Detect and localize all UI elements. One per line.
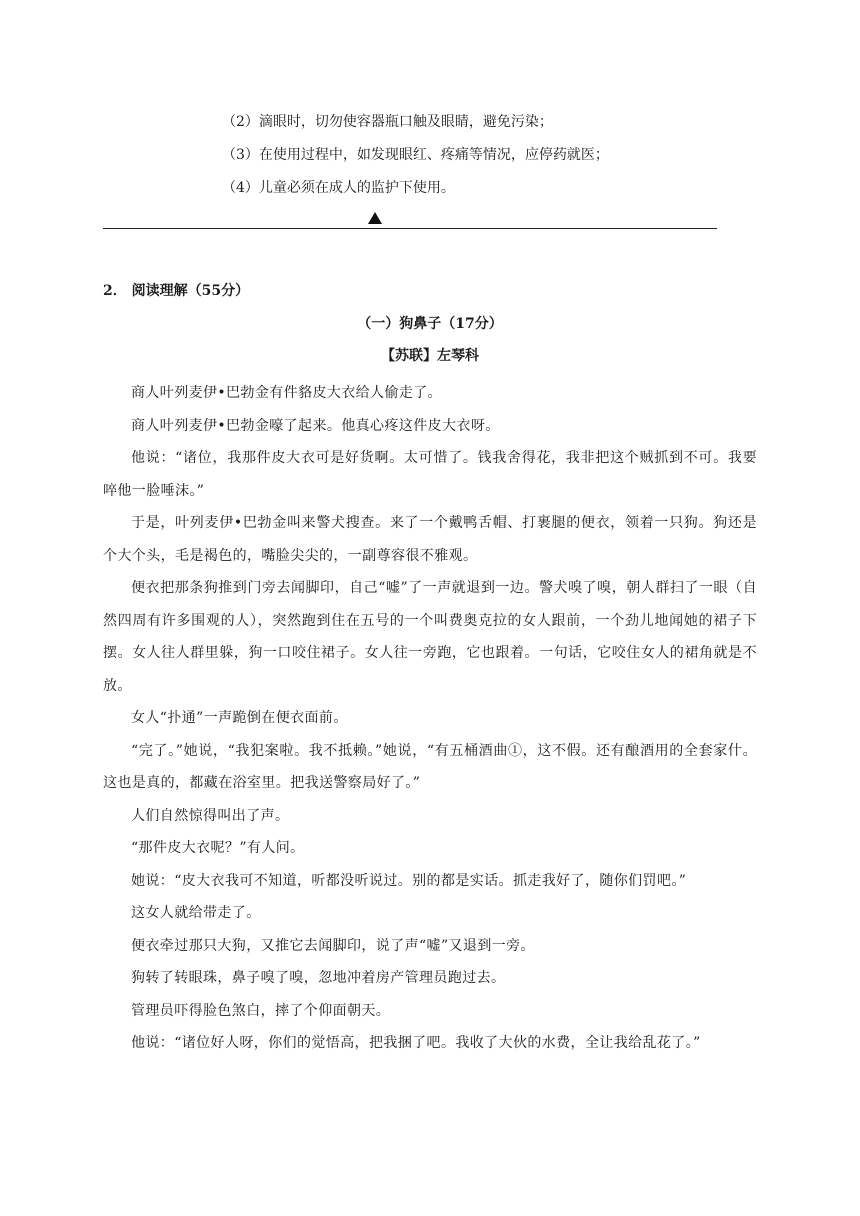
article-paragraph: 商人叶列麦伊•巴勃金有件貉皮大衣给人偷走了。 — [131, 385, 443, 401]
article-paragraph: 女人“扑通”一声跪倒在便衣面前。 — [131, 710, 348, 726]
article-paragraph: 他说：“诸位好人呀，你们的觉悟高，把我捆了吧。我收了大伙的水费，全让我给乱花了。” — [131, 1035, 701, 1051]
article-paragraph: 这女人就给带走了。 — [131, 905, 261, 921]
article-author: 【苏联】左琴科 — [381, 348, 479, 364]
usage-note-4: （4）儿童必须在成人的监护下使用。 — [222, 180, 455, 196]
usage-note-2: （2）滴眼时，切勿使容器瓶口触及眼睛，避免污染； — [222, 114, 553, 130]
article-title: （一）狗鼻子（17分） — [357, 316, 503, 332]
triangle-up-icon — [368, 212, 382, 224]
article-paragraph: 于是，叶列麦伊•巴勃金叫来警犬搜查。来了一个戴鸭舌帽、打裹腿的便衣，领着一只狗。狗还是个大个头，毛是褐色的，嘴脸尖尖的，一副尊容很不雅观。 — [103, 515, 757, 564]
article-body — [103, 377, 757, 1060]
article-paragraph: 商人叶列麦伊•巴勃金嚎了起来。他真心疼这件皮大衣呀。 — [131, 417, 500, 434]
article-paragraph: 便衣把那条狗推到门旁去闻脚印，自己“嘘”了一声就退到一边。警犬嗅了嗅，朝人群扫了一眼（自然四周有许多围观的人），突然跑到住在五号的一个叫费奥克拉的女人跟前，一个劲儿地闻她的裙子下摆。女人往人群里躲，狗一口咬住裙子。女人往一旁跑，它也跟着。一句话，它咬住女人的裙角就是不放。 — [103, 580, 757, 694]
article-paragraph: 他说：“诸位，我那件皮大衣可是好货啊。太可惜了。钱我舍得花，我非把这个贼抓到不可。我要啐他一脸唾沫。” — [103, 450, 757, 499]
article-paragraph: 便衣牵过那只大狗，又推它去闻脚印，说了声“嘘”又退到一旁。 — [131, 937, 535, 954]
article-paragraph: 她说：“皮大衣我可不知道，听都没听说过。别的都是实话。抓走我好了，随你们罚吧。” — [131, 872, 687, 889]
article-paragraph: 人们自然惊得叫出了声。 — [131, 807, 290, 824]
article-paragraph: “那件皮大衣呢？”有人问。 — [131, 840, 305, 856]
article-paragraph: 狗转了转眼珠，鼻子嗅了嗅，忽地冲着房产管理员跑过去。 — [131, 970, 506, 986]
section-heading: 2． 阅读理解（55分） — [103, 283, 250, 299]
section-divider — [103, 228, 717, 229]
usage-note-3: （3）在使用过程中，如发现眼红、疼痛等情况，应停药就医； — [222, 147, 609, 163]
article-paragraph: 管理员吓得脸色煞白，摔了个仰面朝天。 — [131, 1002, 391, 1019]
article-paragraph: “完了。”她说，“我犯案啦。我不抵赖。”她说，“有五桶酒曲①，这不假。还有酿酒用的全套家什。这也是真的，都藏在浴室里。把我送警察局好了。” — [103, 742, 757, 791]
